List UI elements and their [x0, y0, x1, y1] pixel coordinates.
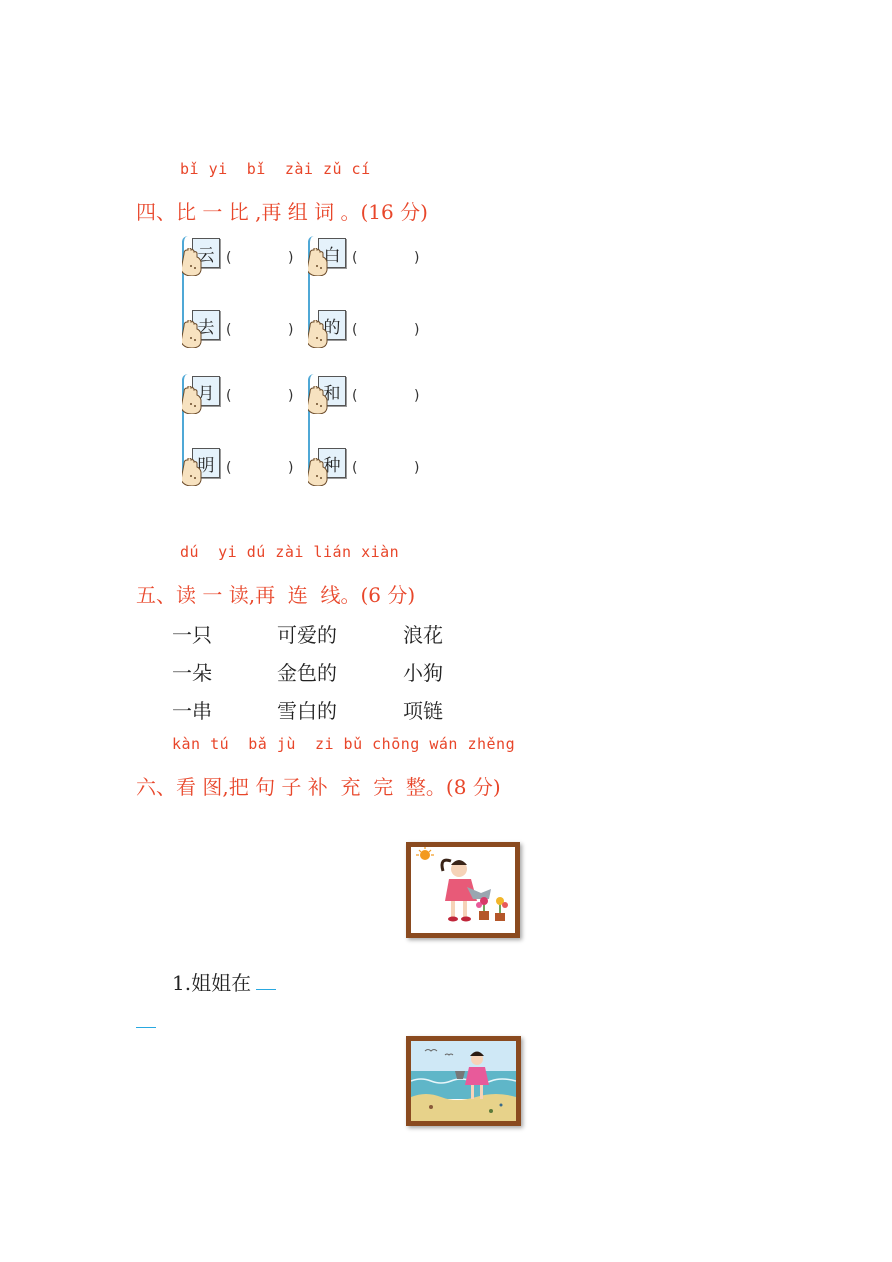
answer-paren-close: ) — [414, 250, 420, 266]
match-left-2[interactable]: 一朵 — [172, 661, 212, 685]
character-card — [308, 446, 346, 486]
match-right-2[interactable]: 小狗 — [403, 661, 443, 685]
answer-blank[interactable] — [234, 248, 286, 268]
character-label: 明 — [192, 448, 220, 478]
answer-paren-open: ( — [226, 388, 232, 404]
answer-paren-close: ) — [414, 460, 420, 476]
character-label: 种 — [318, 448, 346, 478]
character-card — [308, 236, 346, 276]
hand-icon — [308, 386, 330, 414]
answer-blank-1-continued[interactable] — [136, 1027, 156, 1028]
answer-paren-open: ( — [352, 460, 358, 476]
section4-heading: 四、比 一 比 ,再 组 词 。(16 分) — [136, 200, 428, 224]
character-card — [182, 236, 220, 276]
character-card — [182, 446, 220, 486]
answer-blank-1[interactable] — [256, 989, 276, 990]
hand-icon — [182, 386, 204, 414]
section6-heading: 六、看 图,把 句 子 补 充 完 整。(8 分) — [136, 775, 501, 799]
picture-beach — [406, 1036, 521, 1126]
section5-pinyin: dú yi dú zài lián xiàn — [180, 543, 400, 561]
character-label: 去 — [192, 310, 220, 340]
character-label: 白 — [318, 238, 346, 268]
character-card — [308, 374, 346, 414]
answer-paren-close: ) — [288, 388, 294, 404]
answer-paren-open: ( — [226, 322, 232, 338]
match-mid-2[interactable]: 金色的 — [277, 661, 337, 685]
match-mid-3[interactable]: 雪白的 — [277, 699, 337, 723]
match-left-3[interactable]: 一串 — [172, 699, 212, 723]
hand-icon — [182, 248, 204, 276]
answer-paren-open: ( — [352, 250, 358, 266]
answer-blank[interactable] — [360, 248, 412, 268]
match-left-1[interactable]: 一只 — [172, 623, 212, 647]
answer-blank[interactable] — [360, 320, 412, 340]
section5-heading: 五、读 一 读,再 连 线。(6 分) — [136, 583, 416, 607]
beach-illustration — [411, 1041, 516, 1121]
picture-watering-flowers — [406, 842, 520, 938]
character-label: 月 — [192, 376, 220, 406]
hand-icon — [308, 458, 330, 486]
character-label: 的 — [318, 310, 346, 340]
hand-icon — [308, 248, 330, 276]
match-right-3[interactable]: 项链 — [403, 699, 443, 723]
answer-blank[interactable] — [234, 320, 286, 340]
answer-blank[interactable] — [360, 458, 412, 478]
answer-paren-close: ) — [288, 460, 294, 476]
section4-pinyin: bǐ yi bǐ zài zǔ cí — [180, 160, 371, 178]
hand-icon — [182, 458, 204, 486]
answer-paren-open: ( — [226, 460, 232, 476]
character-card — [308, 308, 346, 348]
answer-paren-close: ) — [414, 388, 420, 404]
watering-flowers-illustration — [411, 847, 515, 933]
answer-blank[interactable] — [234, 386, 286, 406]
answer-paren-close: ) — [288, 250, 294, 266]
answer-blank[interactable] — [234, 458, 286, 478]
character-card — [182, 308, 220, 348]
answer-paren-open: ( — [352, 388, 358, 404]
character-card — [182, 374, 220, 414]
character-label: 云 — [192, 238, 220, 268]
answer-paren-open: ( — [226, 250, 232, 266]
answer-paren-close: ) — [288, 322, 294, 338]
answer-paren-close: ) — [414, 322, 420, 338]
match-right-1[interactable]: 浪花 — [403, 623, 443, 647]
section6-pinyin: kàn tú bǎ jù zi bǔ chōng wán zhěng — [172, 735, 516, 753]
match-mid-1[interactable]: 可爱的 — [277, 623, 337, 647]
hand-icon — [308, 320, 330, 348]
hand-icon — [182, 320, 204, 348]
character-label: 和 — [318, 376, 346, 406]
question-1-text: 1.姐姐在 — [172, 971, 252, 995]
answer-paren-open: ( — [352, 322, 358, 338]
answer-blank[interactable] — [360, 386, 412, 406]
